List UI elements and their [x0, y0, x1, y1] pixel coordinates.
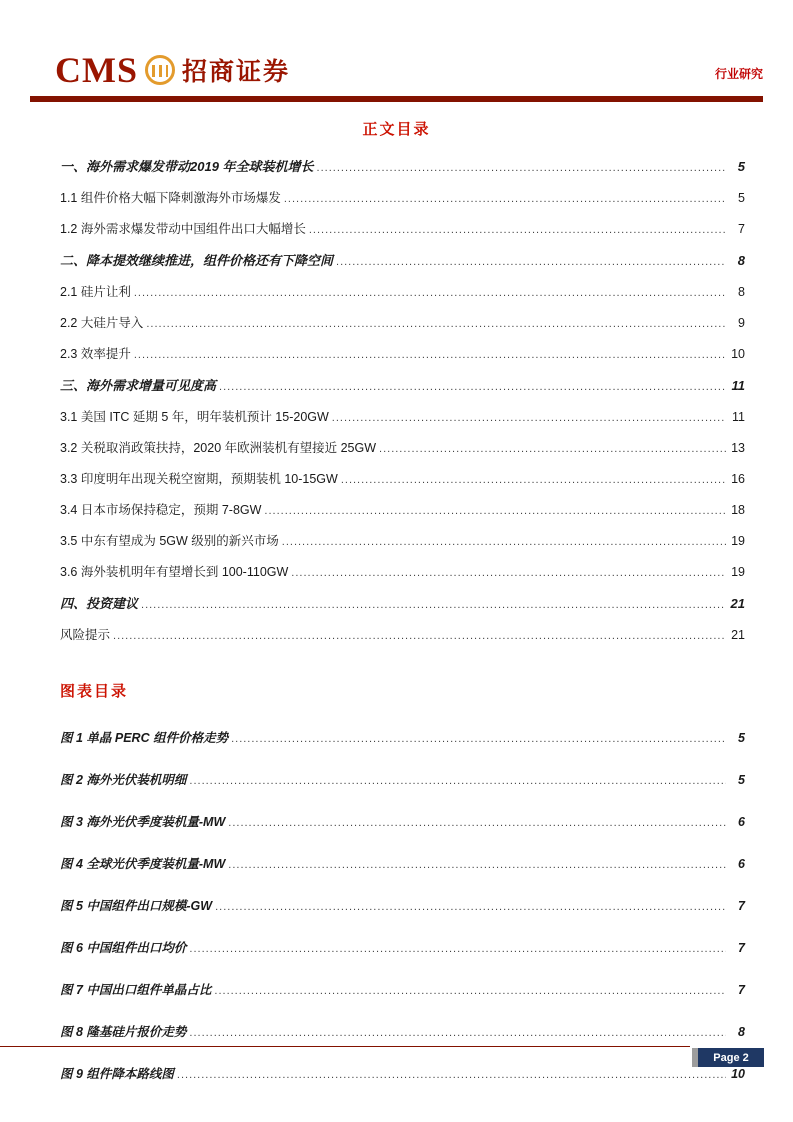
figure-entry-label: 图 7 中国出口组件单晶占比 [60, 983, 212, 997]
figure-entry [60, 983, 745, 999]
dot-leader [231, 732, 726, 747]
toc-entry-label: 二、降本提效继续推进，组件价格还有下降空间 [60, 253, 334, 268]
dot-leader [264, 504, 726, 519]
toc-entry-page: 9 [738, 316, 745, 330]
toc-entry-page: 8 [738, 285, 745, 299]
toc-entry-label: 3.3 印度明年出现关税空窗期，预期装机 10-15GW [60, 472, 338, 486]
toc-entry-page: 11 [731, 378, 745, 393]
figure-entry [60, 815, 745, 831]
figures-list [0, 731, 793, 1083]
toc-entry [60, 410, 745, 426]
figure-entry-page: 8 [738, 1025, 745, 1039]
figure-entry-page: 6 [738, 815, 745, 829]
toc-entry [60, 441, 745, 457]
toc-entry-label: 一、海外需求爆发带动2019 年全球装机增长 [60, 159, 314, 174]
dot-leader [228, 816, 726, 831]
figure-entry [60, 1025, 745, 1041]
figure-entry-page: 5 [738, 773, 745, 787]
figure-entry-page: 7 [738, 899, 745, 913]
toc-entry-page: 18 [731, 503, 745, 517]
toc-entry-page: 7 [738, 222, 745, 236]
dot-leader [309, 223, 726, 238]
dot-leader [282, 535, 726, 550]
figure-entry-label: 图 1 单晶 PERC 组件价格走势 [60, 731, 229, 745]
toc-entry-page: 10 [731, 347, 745, 361]
toc-entry-label: 3.4 日本市场保持稳定，预期 7-8GW [60, 503, 262, 517]
figure-entry [60, 857, 745, 873]
figure-entry [60, 773, 745, 789]
dot-leader [284, 192, 726, 207]
figure-entry-label: 图 2 海外光伏装机明细 [60, 773, 187, 787]
dot-leader [317, 161, 726, 176]
dot-leader [134, 286, 726, 301]
toc-title: 正文目录 [362, 121, 431, 138]
figure-entry [60, 1067, 745, 1083]
figure-entry-label: 图 9 组件降本路线图 [60, 1067, 174, 1081]
table-of-contents [0, 159, 793, 644]
toc-entry-label: 1.1 组件价格大幅下降刺激海外市场爆发 [60, 191, 281, 205]
toc-entry [60, 503, 745, 519]
figure-entry-page: 7 [738, 941, 745, 955]
dot-leader [332, 411, 726, 426]
dot-leader [215, 900, 726, 915]
report-header [0, 0, 793, 96]
cms-logo-text: CMS [55, 50, 138, 90]
toc-entry [60, 347, 745, 363]
toc-entry-page: 16 [731, 472, 745, 486]
toc-entry [60, 191, 745, 207]
toc-entry-label: 3.1 美国 ITC 延期 5 年，明年装机预计 15-20GW [60, 410, 329, 424]
toc-entry [60, 596, 745, 613]
toc-entry-page: 21 [730, 596, 745, 611]
toc-entry-label: 3.5 中东有望成为 5GW 级别的新兴市场 [60, 534, 279, 548]
dot-leader [189, 1026, 726, 1041]
toc-entry [60, 159, 745, 176]
toc-entry-label: 1.2 海外需求爆发带动中国组件出口大幅增长 [60, 222, 306, 236]
toc-entry-label: 风险提示 [60, 628, 111, 642]
toc-entry-label: 2.2 大硅片导入 [60, 316, 144, 330]
footer-divider [0, 1046, 690, 1047]
toc-entry-label: 2.1 硅片让利 [60, 285, 131, 299]
dot-leader [341, 473, 726, 488]
dot-leader [146, 317, 726, 332]
toc-entry [60, 316, 745, 332]
dot-leader [291, 566, 726, 581]
dot-leader [214, 984, 726, 999]
toc-entry-label: 3.2 关税取消政策扶持，2020 年欧洲装机有望接近 25GW [60, 441, 377, 455]
brand-name: 招商证券 [182, 58, 291, 86]
toc-entry-label: 三、海外需求增量可见度高 [60, 378, 217, 393]
page-number-badge: Page 2 [692, 1048, 764, 1067]
dot-leader [177, 1068, 726, 1083]
toc-entry [60, 565, 745, 581]
toc-entry [60, 628, 745, 644]
toc-entry [60, 472, 745, 488]
figure-entry-label: 图 8 隆基硅片报价走势 [60, 1025, 187, 1039]
figure-entry [60, 731, 745, 747]
figure-entry [60, 899, 745, 915]
toc-entry-page: 21 [731, 628, 745, 642]
industry-research-label: 行业研究 [714, 67, 763, 81]
figures-title: 图表目录 [60, 683, 129, 700]
dot-leader [336, 255, 726, 270]
toc-entry [60, 253, 745, 270]
toc-entry-page: 8 [737, 253, 745, 268]
figure-entry-page: 10 [731, 1067, 745, 1081]
toc-entry-label: 四、投资建议 [60, 596, 139, 611]
dot-leader [134, 348, 726, 363]
figure-entry-page: 7 [738, 983, 745, 997]
figure-entry-label: 图 3 海外光伏季度装机量-MW [60, 815, 226, 829]
dot-leader [189, 774, 726, 789]
dot-leader [219, 380, 726, 395]
figure-entry-label: 图 5 中国组件出口规模-GW [60, 899, 213, 913]
figure-entry-page: 5 [738, 731, 745, 745]
toc-entry-page: 13 [731, 441, 745, 455]
figure-entry-page: 6 [738, 857, 745, 871]
figure-entry-label: 图 4 全球光伏季度装机量-MW [60, 857, 226, 871]
dot-leader [189, 942, 726, 957]
dot-leader [379, 442, 726, 457]
toc-entry [60, 222, 745, 238]
dot-leader [228, 858, 726, 873]
toc-entry-page: 19 [731, 534, 745, 548]
toc-entry-label: 2.3 效率提升 [60, 347, 131, 361]
figure-entry-label: 图 6 中国组件出口均价 [60, 941, 187, 955]
toc-entry-label: 3.6 海外装机明年有望增长到 100-110GW [60, 565, 289, 579]
toc-entry-page: 5 [737, 159, 745, 174]
cms-emblem-icon [145, 55, 175, 85]
header-divider [30, 96, 763, 102]
cms-logo [55, 52, 290, 88]
toc-entry [60, 534, 745, 550]
toc-entry [60, 285, 745, 301]
figure-entry [60, 941, 745, 957]
toc-entry-page: 19 [731, 565, 745, 579]
toc-entry-page: 11 [732, 410, 745, 424]
dot-leader [113, 629, 726, 644]
dot-leader [141, 598, 726, 613]
toc-entry-page: 5 [738, 191, 745, 205]
toc-entry [60, 378, 745, 395]
